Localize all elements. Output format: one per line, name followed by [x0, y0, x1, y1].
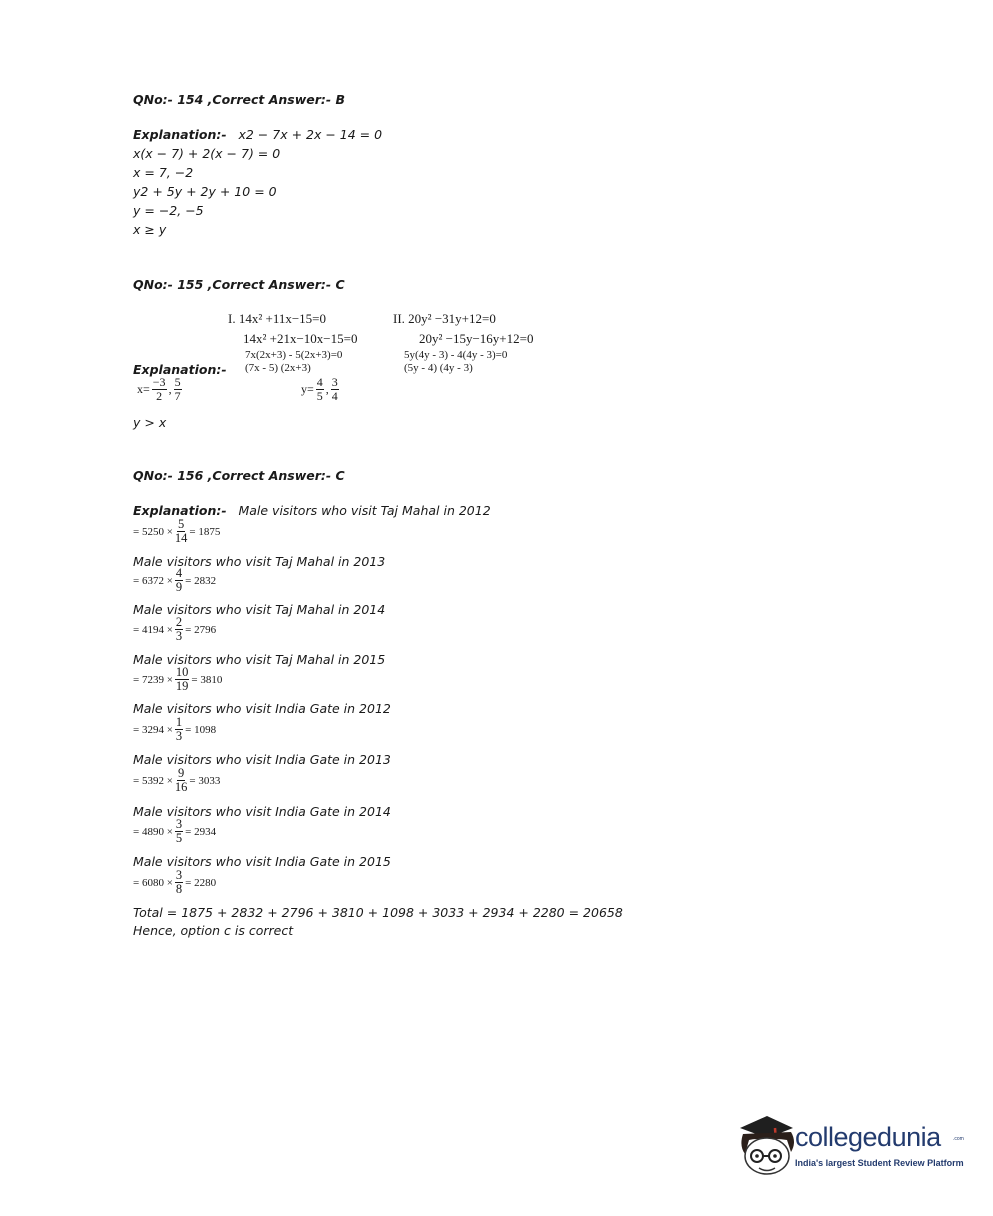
q156-calc: [133, 716, 216, 743]
q155-x-prefix: x=: [137, 382, 150, 396]
frac-denominator: 7: [174, 389, 181, 403]
frac-denominator: 9: [175, 580, 183, 594]
q156-explanation-label: Explanation:-: [133, 503, 227, 518]
frac-denominator: 3: [175, 629, 183, 643]
calc-rhs: = 1098: [185, 723, 217, 736]
frac-numerator: 5: [174, 375, 181, 389]
q156-label: Male visitors who visit Taj Mahal in 2013: [133, 554, 386, 569]
frac-denominator: 14: [174, 531, 188, 545]
q156-calc: [133, 567, 216, 594]
q156-label: Male visitors who visit India Gate in 2012: [133, 701, 391, 716]
calc-fraction: [175, 869, 183, 896]
calc-lhs: = 6372 ×: [133, 574, 173, 587]
q156-calc: [133, 518, 220, 545]
calc-fraction: [175, 616, 183, 643]
q156-calc: [133, 869, 216, 896]
frac-numerator: 10: [175, 665, 189, 679]
calc-lhs: = 5250 ×: [133, 525, 173, 538]
q155-eq1-line1: [228, 311, 326, 327]
frac-denominator: 19: [175, 679, 189, 693]
q154-line: x(x − 7) + 2(x − 7) = 0: [133, 146, 281, 161]
calc-rhs: = 1875: [189, 525, 221, 538]
calc-fraction: [175, 567, 183, 594]
q155-eq1-line2: 14x² +21x−10x−15=0: [243, 331, 358, 346]
calc-lhs: = 6080 ×: [133, 876, 173, 889]
q155-explanation-label: Explanation:-: [133, 362, 227, 377]
q156-label: Male visitors who visit India Gate in 2015: [133, 854, 391, 869]
calc-fraction: [175, 716, 183, 743]
q154-line: y2 + 5y + 2y + 10 = 0: [133, 184, 277, 199]
q155-eq2-label: II.: [393, 311, 405, 326]
q156-calc: [133, 818, 216, 845]
q156-total: Total = 1875 + 2832 + 2796 + 3810 + 1098 + 3033 + 2934 + 2280 = 20658: [133, 905, 623, 920]
q156-label: Male visitors who visit Taj Mahal in 2015: [133, 652, 386, 667]
q154-line: x ≥ y: [133, 222, 167, 237]
q155-eq1-label: I.: [228, 311, 236, 326]
q155-x-fraction-2: [174, 376, 182, 403]
brand-dot-com: .com: [953, 1136, 964, 1142]
frac-numerator: −3: [152, 375, 166, 389]
frac-numerator: 5: [178, 517, 185, 531]
q155-eq2-line2: 20y² −15y−16y+12=0: [419, 331, 534, 346]
calc-fraction: [175, 666, 190, 693]
calc-rhs: = 3810: [191, 673, 223, 686]
calc-rhs: = 2934: [185, 825, 217, 838]
frac-numerator: 9: [178, 766, 185, 780]
frac-denominator: 4: [331, 389, 338, 403]
calc-lhs: = 4890 ×: [133, 825, 173, 838]
frac-denominator: 16: [174, 780, 188, 794]
frac-numerator: 3: [175, 868, 183, 882]
frac-denominator: 5: [175, 831, 183, 845]
q156-first-line: Male visitors who visit Taj Mahal in 2012: [238, 503, 491, 518]
frac-denominator: 3: [175, 729, 183, 743]
calc-rhs: = 3033: [189, 774, 221, 787]
q156-header: QNo:- 156 ,Correct Answer:- C: [133, 468, 345, 483]
q154-line: y = −2, −5: [133, 203, 204, 218]
q155-eq2-line4: (5y - 4) (4y - 3): [404, 362, 473, 374]
q156-conclusion: Hence, option c is correct: [133, 923, 294, 938]
frac-numerator: 4: [316, 375, 323, 389]
q155-eq2-text: 20y² −31y+12=0: [408, 311, 496, 326]
brand-name: collegedunia: [795, 1122, 941, 1152]
calc-fraction: [175, 818, 183, 845]
calc-lhs: = 4194 ×: [133, 623, 173, 636]
q156-calc: [133, 616, 216, 643]
q155-eq2-line1: [393, 311, 496, 327]
q155-header: QNo:- 155 ,Correct Answer:- C: [133, 277, 345, 292]
q156-label: Male visitors who visit India Gate in 2013: [133, 752, 391, 767]
frac-numerator: 1: [175, 715, 183, 729]
q154-line: x = 7, −2: [133, 165, 194, 180]
q155-eq1-line3: 7x(2x+3) - 5(2x+3)=0: [245, 349, 343, 361]
q156-label: Male visitors who visit Taj Mahal in 2014: [133, 602, 386, 617]
calc-fraction: [175, 518, 188, 545]
q156-calc: [133, 666, 222, 693]
calc-rhs: = 2280: [185, 876, 217, 889]
q155-y-result: y= $\frac{4}{5}$ , $\frac{3}{4}$: [301, 375, 338, 403]
q154-header: QNo:- 154 ,Correct Answer:- B: [133, 92, 345, 107]
q155-eq2-line3: 5y(4y - 3) - 4(4y - 3)=0: [404, 349, 508, 361]
frac-denominator: 8: [175, 882, 183, 896]
frac-denominator: 5: [316, 389, 323, 403]
calc-lhs: = 7239 ×: [133, 673, 173, 686]
q156-calc: [133, 767, 220, 794]
frac-numerator: 3: [175, 817, 183, 831]
q155-y-fraction-2: [331, 376, 339, 403]
q155-y-fraction-1: [316, 376, 324, 403]
calc-rhs: = 2796: [185, 623, 217, 636]
frac-numerator: 2: [175, 615, 183, 629]
q154-first-line: x2 − 7x + 2x − 14 = 0: [238, 127, 383, 142]
q154-explanation-label: Explanation:-: [133, 127, 227, 142]
calc-lhs: = 5392 ×: [133, 774, 173, 787]
q155-x-result: x= $\frac{-3}{2}$ , $\frac{5}{7}$: [137, 375, 181, 403]
brand-tagline: India's largest Student Review Platform: [795, 1158, 964, 1168]
q155-y-prefix: y=: [301, 382, 314, 396]
q155-x-fraction-1: [152, 376, 167, 403]
q154-explanation-line: [133, 125, 382, 144]
q155-eq1-line4: (7x - 5) (2x+3): [245, 362, 311, 374]
q155-conclusion: y > x: [133, 415, 167, 430]
frac-numerator: 4: [175, 566, 183, 580]
frac-numerator: 3: [331, 375, 338, 389]
calc-fraction: [175, 767, 188, 794]
calc-rhs: = 2832: [185, 574, 217, 587]
q156-label: Male visitors who visit India Gate in 2014: [133, 804, 391, 819]
q155-eq1-text: 14x² +11x−15=0: [238, 311, 327, 326]
calc-lhs: = 3294 ×: [133, 723, 173, 736]
frac-denominator: 2: [156, 389, 163, 403]
